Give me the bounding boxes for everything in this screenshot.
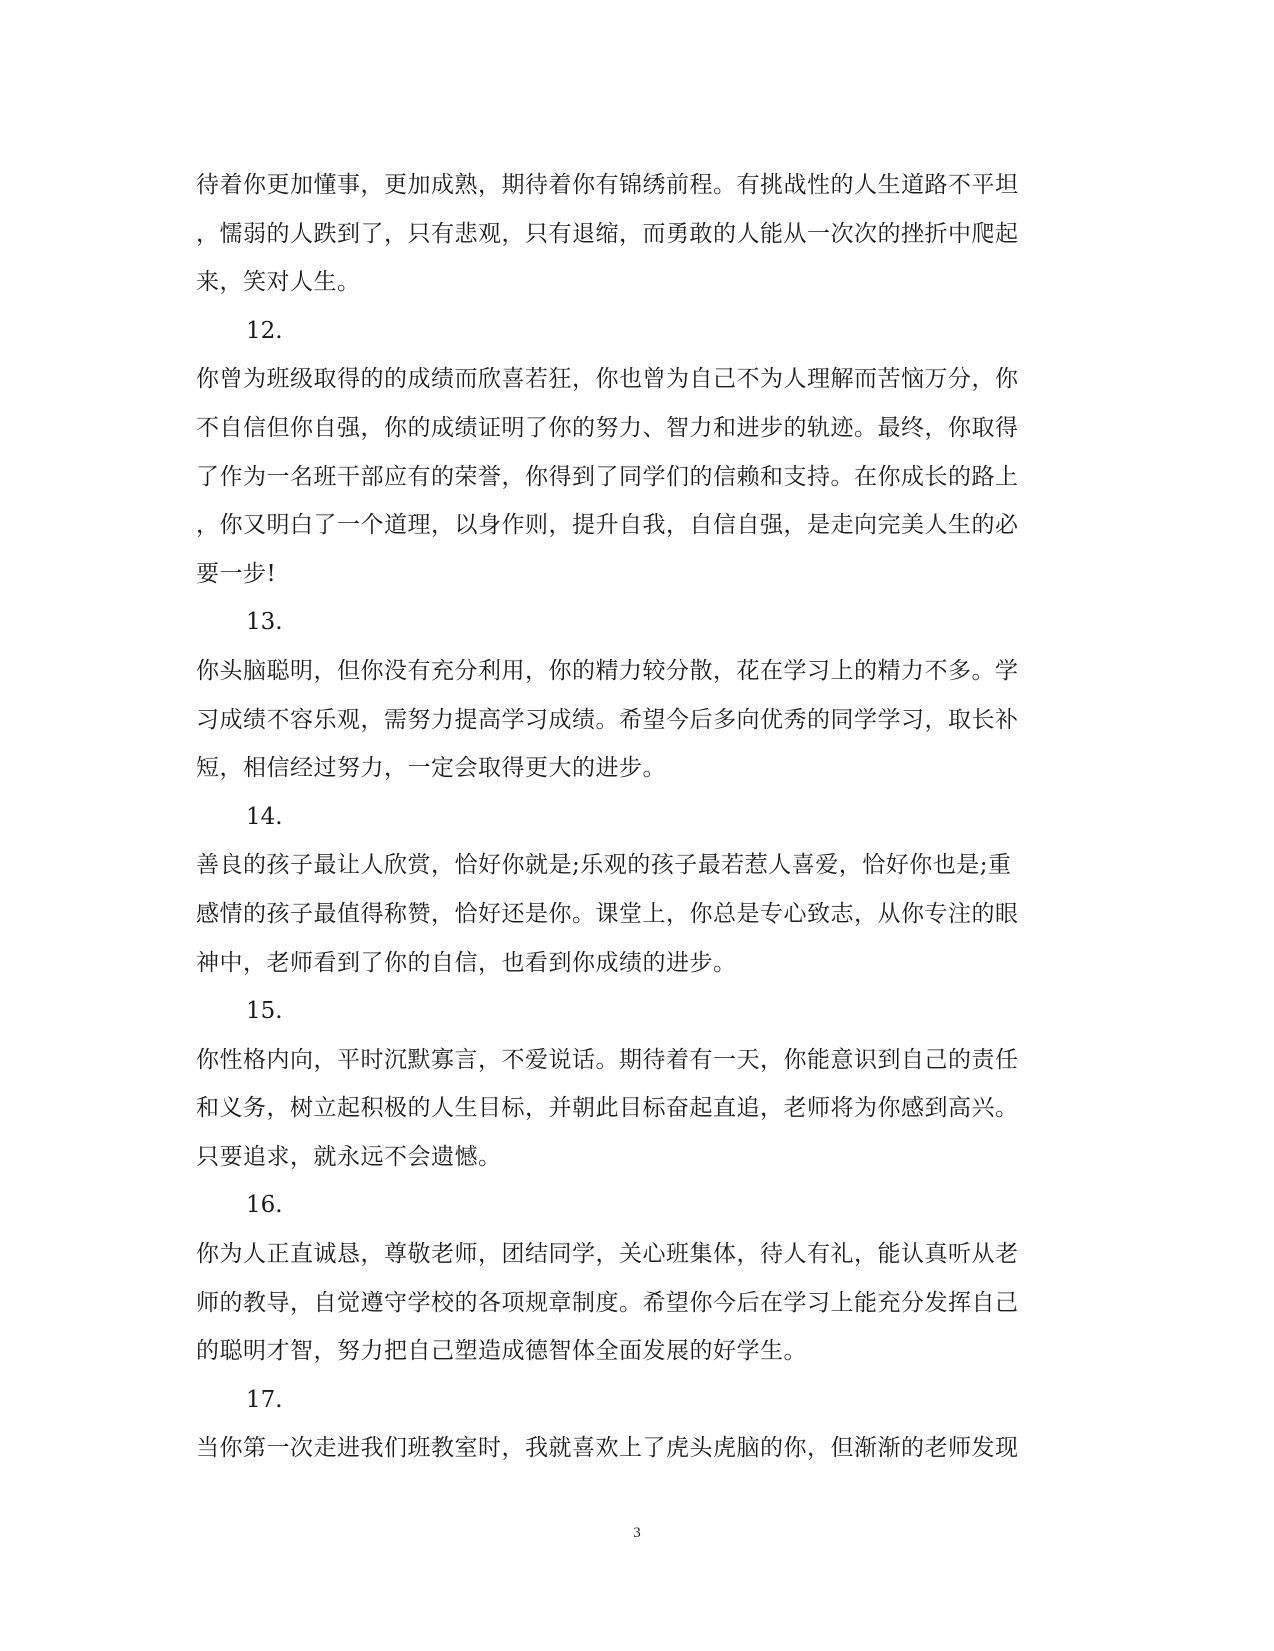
text-line: 短，相信经过努力，一定会取得更大的进步。: [196, 755, 666, 782]
text-line: 来，笑对人生。: [196, 269, 361, 296]
text-line: 要一步!: [196, 560, 277, 587]
text-line: 只要追求，就永远不会遗憾。: [196, 1143, 502, 1170]
item-number: 14.: [246, 803, 283, 830]
item-number: 16.: [246, 1192, 283, 1219]
text-line: 感情的孩子最值得称赞，恰好还是你。课堂上，你总是专心致志，从你专注的眼: [196, 900, 1019, 927]
text-line: ，懦弱的人跌到了，只有悲观，只有退缩，而勇敢的人能从一次次的挫折中爬起: [196, 220, 1019, 247]
item-number: 17.: [246, 1386, 283, 1413]
text-line: 了作为一名班干部应有的荣誉，你得到了同学们的信赖和支持。在你成长的路上: [196, 463, 1019, 490]
text-line: 你为人正直诚恳，尊敬老师，团结同学，关心班集体，待人有礼，能认真听从老: [196, 1241, 1019, 1268]
text-line: 的聪明才智，努力把自己塑造成德智体全面发展的好学生。: [196, 1338, 807, 1365]
text-line: 待着你更加懂事，更加成熟，期待着你有锦绣前程。有挑战性的人生道路不平坦: [196, 172, 1019, 198]
item-number: 13.: [246, 609, 283, 636]
text-line: 习成绩不容乐观，需努力提高学习成绩。希望今后多向优秀的同学学习，取长补: [196, 706, 1019, 733]
text-line: 神中，老师看到了你的自信，也看到你成绩的进步。: [196, 949, 737, 976]
item-number: 12.: [246, 317, 283, 344]
text-line: 你性格内向，平时沉默寡言，不爱说话。期待着有一天，你能意识到自己的责任: [196, 1046, 1019, 1073]
text-line: ，你又明白了一个道理，以身作则，提升自我，自信自强，是走向完美人生的必: [196, 512, 1019, 539]
item-number: 15.: [246, 998, 283, 1025]
text-line: 师的教导，自觉遵守学校的各项规章制度。希望你今后在学习上能充分发挥自己: [196, 1289, 1019, 1316]
text-line: 不自信但你自强，你的成绩证明了你的努力、智力和进步的轨迹。最终，你取得: [196, 414, 1019, 441]
document-body: [196, 161, 1076, 1473]
page-number: 3: [633, 1525, 641, 1541]
text-line: 你头脑聪明，但你没有充分利用，你的精力较分散，花在学习上的精力不多。学: [196, 657, 1019, 684]
text-line: 你曾为班级取得的的成绩而欣喜若狂，你也曾为自己不为人理解而苦恼万分，你: [196, 366, 1019, 393]
text-line: 和义务，树立起积极的人生目标，并朝此目标奋起直追，老师将为你感到高兴。: [196, 1095, 1019, 1122]
text-line: 当你第一次走进我们班教室时，我就喜欢上了虎头虎脑的你，但渐渐的老师发现: [196, 1435, 1019, 1462]
text-line: 善良的孩子最让人欣赏，恰好你就是;乐观的孩子最若惹人喜爱，恰好你也是;重: [196, 852, 1012, 879]
